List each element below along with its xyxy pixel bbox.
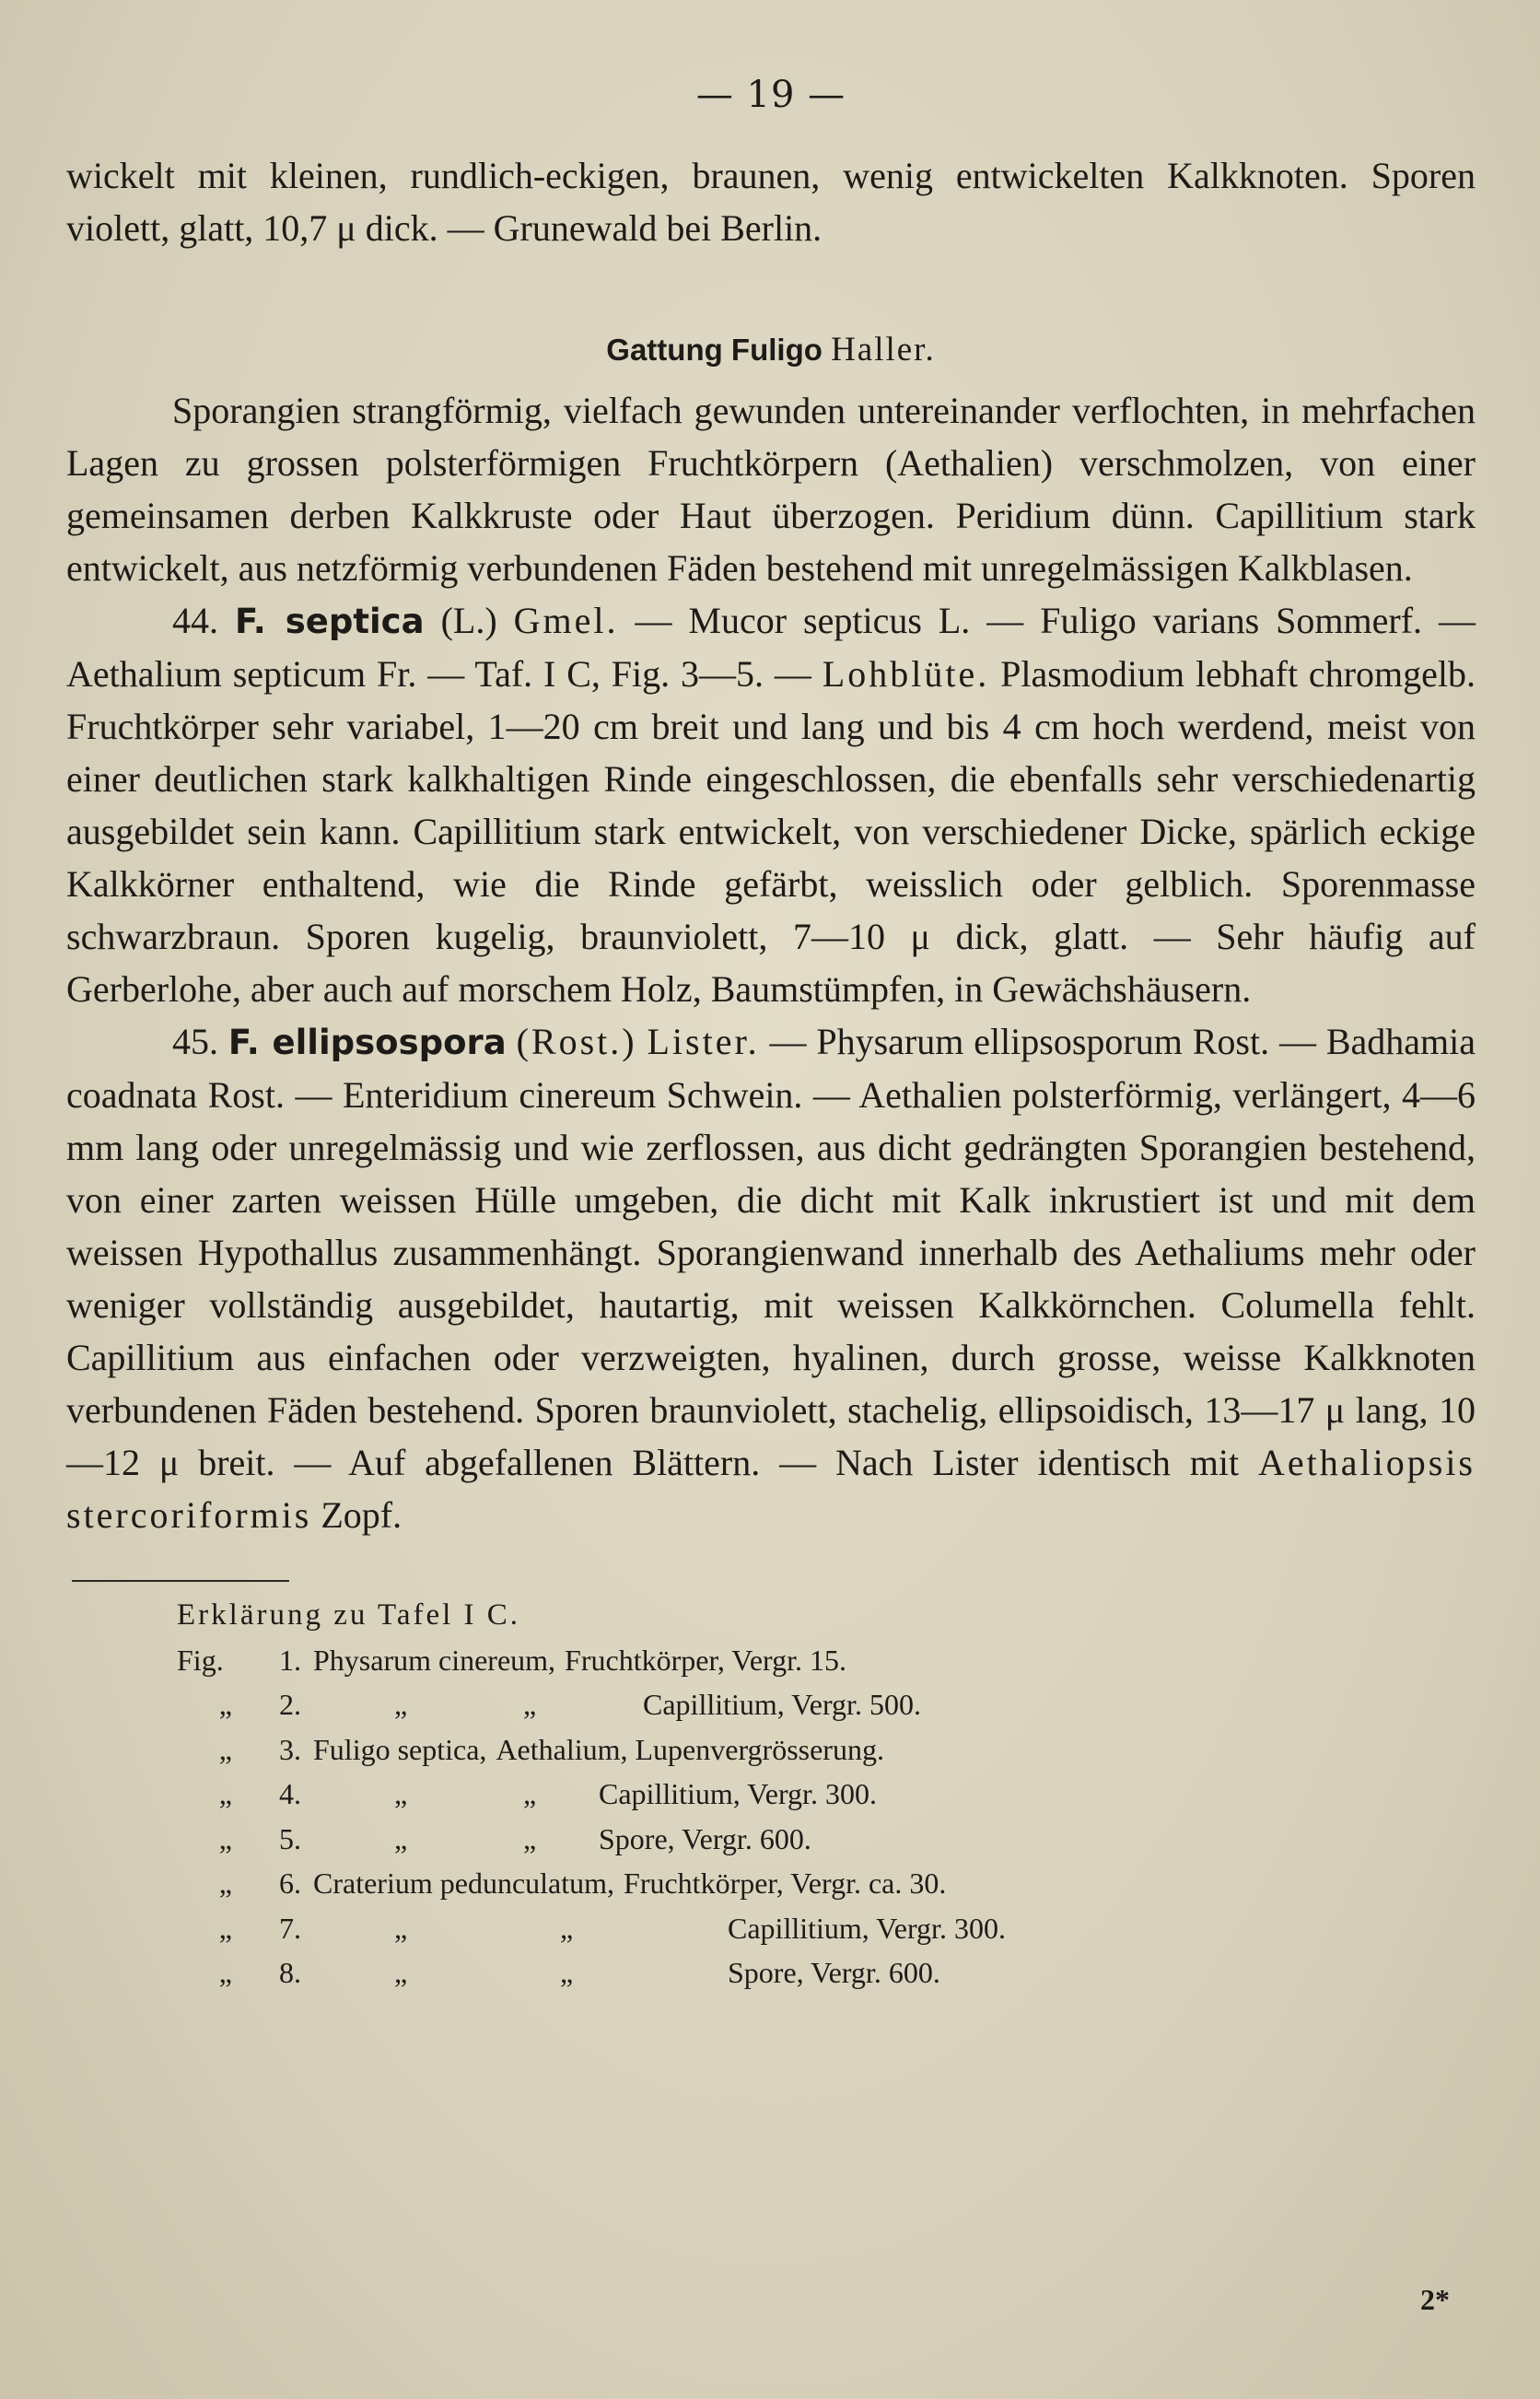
genus-label: Gattung Fuligo xyxy=(606,333,822,367)
legend-row xyxy=(177,1638,1476,1683)
legend-fig-number: 2. xyxy=(279,1688,301,1721)
species-description: — Physarum ellipsosporum Rost. — Badhamia coadnata Rost. — Enteridium cinereum Schwein. — Aethalien polsterförmig, verlängert, 4—6 mm lang oder unregelmässig und wie zerflossen, aus dicht gedrängten Sporangien bestehend, von einer zarten weissen Hülle umgeben, die dicht mit Kalk inkrustiert ist und mit dem weissen Hypothallus zusammenhängt. Sporangienwand innerhalb des Aethaliums mehr oder weniger vollständig ausgebildet, hautartig, mit weissen Kalkkörnchen. Columella fehlt. Capillitium aus einfachen oder verzweigten, hyalinen, durch grosse, weisse Kalkknoten verbundenen Fäden bestehend. Sporen braunviolett, stachelig, ellipsoidisch, 13—17 μ lang, 10—12 μ breit. — Auf abgefallenen Blättern. — Nach Lister identisch mit xyxy=(66,1021,1476,1483)
species-synonym-spaced: Aethaliopsis stercoriformis xyxy=(66,1442,1476,1536)
species-synonyms: — Mucor septicus L. — Fuligo varians Sommerf. — Aethalium septicum Fr. — Taf. I C, Fig. 3—5. — xyxy=(66,600,1476,695)
legend-genus: „ xyxy=(394,1821,408,1855)
legend-genus: „ xyxy=(394,1688,408,1721)
legend-genus-ditto: „ xyxy=(523,1777,537,1810)
legend-genus: „ xyxy=(394,1911,408,1945)
legend-genus-ditto: „ xyxy=(523,1821,537,1855)
species-description: Plasmodium lebhaft chromgelb. Fruchtkörper sehr variabel, 1—20 cm breit und lang und bis 4 cm hoch werdend, meist von einer deutlichen stark kalkhaltigen Rinde eingeschlossen, die ebenfalls sehr verschiedenartig ausgebildet sein kann. Capillitium stark entwickelt, von verschiedener Dicke, spärlich eckige Kalkkörner enthaltend, wie die Rinde gefärbt, weisslich oder gelblich. Sporenmasse schwarzbraun. Sporen kugelig, braunviolett, 7—10 μ dick, glatt. — Sehr häufig auf Gerberlohe, aber auch auf morschem Holz, Baumstümpfen, in Gewächshäusern. xyxy=(66,653,1476,1010)
legend-fig-label: „ xyxy=(218,1732,232,1766)
legend-description: Capillitium, Vergr. 300. xyxy=(599,1777,877,1810)
species-number: 44. xyxy=(172,600,218,641)
legend-fig-label: Fig. xyxy=(177,1643,224,1677)
legend-genus-ditto: „ xyxy=(560,1956,574,1989)
legend-description: Spore, Vergr. 600. xyxy=(599,1821,811,1855)
legend-genus: Craterium pedunculatum, xyxy=(313,1867,615,1900)
legend-row xyxy=(177,1682,1476,1727)
legend-genus: „ xyxy=(394,1956,408,1989)
species-author-a: (L.) xyxy=(440,600,497,641)
species-name: F. ellipsospora xyxy=(228,1023,507,1062)
legend-genus-ditto: „ xyxy=(523,1688,537,1721)
genus-heading xyxy=(66,330,1476,369)
genus-description: Sporangien strangförmig, vielfach gewunden untereinander verflochten, in mehrfachen Lagen zu grossen polsterförmigen Fruchtkörpern (Aethalien) verschmolzen, von einer gemeinsamen derben Kalkkruste oder Haut überzogen. Peridium dünn. Capillitium stark entwickelt, aus netzförmig verbundenen Fäden bestehend mit unregelmässigen Kalkblasen. xyxy=(66,390,1476,589)
legend-fig-number: 5. xyxy=(279,1821,301,1855)
legend-title: Erklärung zu Tafel I C. xyxy=(177,1598,521,1632)
species-author-b: Lister. xyxy=(647,1021,760,1062)
legend-description: Spore, Vergr. 600. xyxy=(728,1956,940,1989)
legend-description: Fruchtkörper, Vergr. ca. 30. xyxy=(624,1867,947,1900)
footnote-rule xyxy=(72,1580,289,1582)
legend-row xyxy=(177,1817,1476,1862)
species-entry-44 xyxy=(66,594,1476,1015)
legend-row xyxy=(177,1861,1476,1906)
legend-fig-number: 8. xyxy=(279,1956,301,1989)
legend-fig-label: „ xyxy=(218,1867,232,1900)
species-author-b: Gmel. xyxy=(513,600,619,641)
species-number: 45. xyxy=(172,1021,218,1062)
legend-description: Capillitium, Vergr. 500. xyxy=(643,1688,921,1721)
legend-row xyxy=(177,1772,1476,1817)
legend-row xyxy=(177,1906,1476,1951)
species-common-name: Lohblüte. xyxy=(822,653,990,695)
legend-fig-label: „ xyxy=(218,1688,232,1721)
legend-description: Capillitium, Vergr. 300. xyxy=(728,1911,1006,1945)
legend-fig-number: 4. xyxy=(279,1777,301,1810)
legend-fig-label: „ xyxy=(218,1911,232,1945)
legend-description: Aethalium, Lupenvergrösserung. xyxy=(496,1732,884,1766)
legend-genus: „ xyxy=(394,1777,408,1810)
species-entry-45 xyxy=(66,1015,1476,1541)
legend-fig-label: „ xyxy=(218,1777,232,1810)
continuation-paragraph: wickelt mit kleinen, rundlich-eckigen, braunen, wenig entwickelten Kalkknoten. Sporen violett, glatt, 10,7 μ dick. — Grunewald bei Berlin. xyxy=(66,155,1476,249)
legend-row xyxy=(177,1950,1476,1995)
species-synonym-author: Zopf. xyxy=(311,1494,402,1536)
legend-fig-label: „ xyxy=(218,1821,232,1855)
sheet-signature: 2* xyxy=(1420,2283,1450,2316)
legend-fig-number: 3. xyxy=(279,1732,301,1766)
legend-genus: Fuligo septica, xyxy=(313,1732,487,1766)
legend-genus: Physarum cinereum, xyxy=(313,1643,556,1677)
species-name: F. septica xyxy=(234,602,425,641)
legend-fig-label: „ xyxy=(218,1956,232,1989)
page-number: — 19 — xyxy=(695,74,846,116)
plate-legend xyxy=(66,1593,1476,1995)
genus-author: Haller. xyxy=(831,331,936,369)
legend-description: Fruchtkörper, Vergr. 15. xyxy=(565,1643,846,1677)
legend-fig-number: 1. xyxy=(279,1643,301,1677)
legend-fig-number: 7. xyxy=(279,1911,301,1945)
legend-fig-number: 6. xyxy=(279,1867,301,1900)
species-author-a: (Rost.) xyxy=(516,1021,637,1062)
legend-genus-ditto: „ xyxy=(560,1911,574,1945)
legend-row xyxy=(177,1727,1476,1773)
